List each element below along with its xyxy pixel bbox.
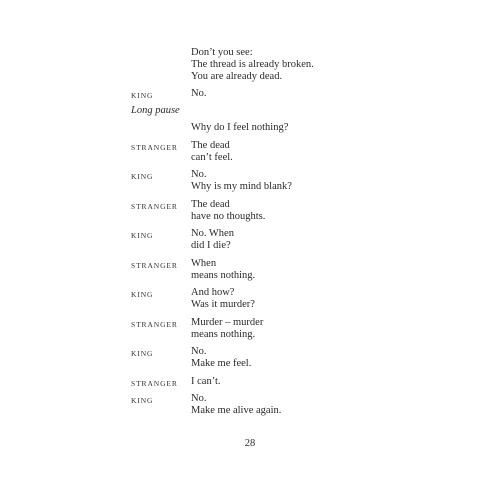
dialogue-lines [191, 317, 263, 341]
dialogue-lines [191, 228, 234, 252]
dialogue-line: I can’t. [191, 376, 221, 387]
dialogue-line: Make me alive again. [191, 405, 282, 416]
speaker-name: STRANGER [131, 261, 178, 270]
dialogue-line: No. [191, 346, 207, 357]
dialogue-lines [191, 88, 206, 100]
dialogue-line: Murder – murder [191, 317, 264, 328]
dialogue-line: The dead [191, 140, 230, 151]
dialogue-line: Don’t you see: [191, 47, 253, 58]
dialogue-line: When [191, 258, 217, 269]
dialogue-lines [191, 122, 288, 134]
dialogue-line: Make me feel. [191, 358, 252, 369]
dialogue-line: No. [191, 88, 207, 99]
dialogue-line: The thread is already broken. [191, 59, 314, 70]
dialogue-lines [191, 287, 255, 311]
speaker-name: STRANGER [131, 379, 178, 388]
speaker-name: KING [131, 91, 154, 100]
dialogue-lines [191, 393, 281, 417]
speaker-name: STRANGER [131, 143, 178, 152]
dialogue-line: have no thoughts. [191, 211, 266, 222]
dialogue-lines [191, 47, 314, 83]
speaker-name: KING [131, 396, 154, 405]
speaker-name: KING [131, 349, 154, 358]
dialogue-lines [191, 169, 292, 193]
dialogue-line: Why do I feel nothing? [191, 122, 289, 133]
dialogue-line: Was it murder? [191, 299, 255, 310]
dialogue-line: means nothing. [191, 329, 256, 340]
dialogue-line: No. [191, 393, 207, 404]
dialogue-line: No. When [191, 228, 234, 239]
dialogue-line: can’t feel. [191, 152, 233, 163]
dialogue-line: No. [191, 169, 207, 180]
dialogue-lines [191, 346, 251, 370]
speaker-name: KING [131, 231, 154, 240]
dialogue-lines [191, 140, 233, 164]
speaker-name: STRANGER [131, 320, 178, 329]
page-number: 28 [244, 438, 256, 449]
speaker-name: KING [131, 290, 154, 299]
dialogue-lines [191, 258, 255, 282]
dialogue-line: means nothing. [191, 270, 256, 281]
stage-direction: Long pause [131, 105, 180, 116]
speaker-name: STRANGER [131, 202, 178, 211]
dialogue-line: Why is my mind blank? [191, 181, 292, 192]
dialogue-line: did I die? [191, 240, 231, 251]
speaker-name: KING [131, 172, 154, 181]
dialogue-line: The dead [191, 199, 230, 210]
dialogue-lines [191, 199, 265, 223]
dialogue-lines [191, 376, 221, 388]
dialogue-line: And how? [191, 287, 235, 298]
dialogue-line: You are already dead. [191, 71, 283, 82]
